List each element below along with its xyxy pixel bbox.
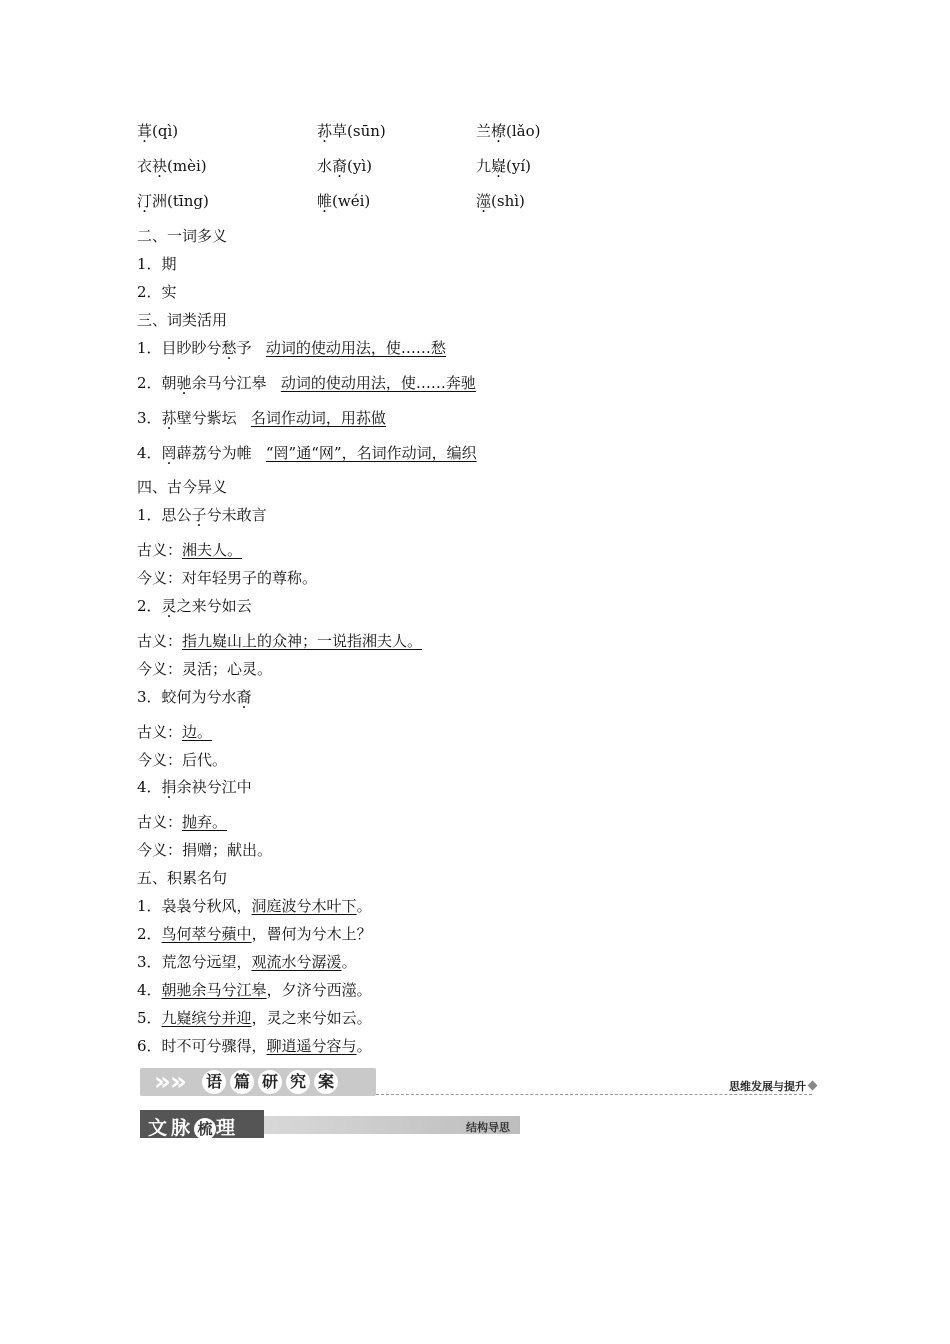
pinyin-cell [137,190,209,212]
text: 2．朝 [137,374,177,392]
label: 古义： [137,813,183,831]
dotted-char: 橑 [491,122,507,140]
text: 余马兮江皋 [191,374,267,392]
list-item [137,504,267,526]
pinyin: (yì) [347,157,373,175]
text: 薜荔兮为帷 [176,444,252,462]
pinyin-cell [317,120,386,142]
answer: 动词的使动用法，使……愁 [265,339,446,357]
dotted-char: 嶷 [491,157,507,175]
answer: 动词的使动用法，使……奔驰 [280,374,476,392]
label: 古义： [137,723,183,741]
dotted-char: 驰 [176,374,192,392]
chevron-right-icon: » [154,1067,171,1097]
list-item [137,595,252,617]
text: 之来兮如云 [176,597,252,615]
pinyin: (qì) [152,122,179,140]
answer: 名词作动词，用荪做 [250,409,386,427]
pinyin-cell [137,155,207,177]
text: 水 [317,157,333,175]
answer: 观流水兮潺湲 [251,953,342,971]
banner-subtitle: 思维发展与提升 [729,1080,806,1093]
pinyin-cell [476,190,525,212]
pinyin-cell [476,155,531,177]
answer: 朝驰余马兮江皋 [161,981,267,999]
answer: “罔”通“网”，名词作动词，编织 [265,444,477,462]
text: 九 [476,157,492,175]
title-char: 文 [148,1117,172,1139]
text: ，夕济兮西澨。 [266,981,372,999]
text: 2． [137,925,162,943]
banner-title [202,1070,338,1094]
answer: 指九嶷山上的众神；一说指湘夫人。 [182,632,423,650]
title-char-circled: 梳 [194,1118,216,1140]
text: 1．思公 [137,506,192,524]
section-heading: 三、词类活用 [137,311,228,329]
text: 余袂兮江中 [176,778,252,796]
text: 1．袅袅兮秋风， [137,897,252,915]
text: 予 [236,339,252,357]
pinyin: 草(sūn) [332,122,386,140]
answer: 抛弃。 [182,813,228,831]
text: 。 [341,953,357,971]
diamond-icon [808,1081,818,1091]
banner-title [148,1113,239,1140]
text: 6．时不可兮骤得， [137,1037,267,1055]
list-item [137,686,252,708]
list-item [137,407,386,429]
answer: 鸟何萃兮蘋中 [161,925,252,943]
pinyin-cell [317,190,370,212]
section-banner [140,1068,812,1098]
dotted-char: 愁 [221,339,237,357]
dotted-char: 澨 [476,192,492,210]
section-heading: 四、古今异义 [137,478,228,496]
pinyin: (mèi) [167,157,207,175]
dotted-char: 袂 [152,157,168,175]
pinyin-cell [137,120,178,142]
title-char: 案 [314,1070,338,1094]
list-item [137,442,477,464]
label: 古义： [137,632,183,650]
list-item [137,372,476,394]
pinyin-cell [317,155,372,177]
quote-item [137,979,372,1001]
dotted-char: 荪 [161,409,177,427]
section-heading: 五、积累名句 [137,869,228,887]
dotted-char: 裔 [332,157,348,175]
section-heading: 二、一词多义 [137,227,228,245]
text: 兰 [476,122,492,140]
old-meaning [137,630,422,652]
title-char: 篇 [230,1070,254,1094]
text: 4． [137,778,162,796]
quote-item [137,895,372,917]
new-meaning: 今义：对年轻男子的尊称。 [137,569,318,587]
text: 壁兮紫坛 [176,409,237,427]
new-meaning: 今义：后代。 [137,751,228,769]
text: 兮未敢言 [206,506,267,524]
dotted-char: 荪 [317,122,333,140]
answer: 九嶷缤兮并迎 [161,1009,252,1027]
dotted-char: 罔 [161,444,177,462]
list-item: 2．实 [137,283,177,301]
text: 。 [356,1037,372,1055]
dotted-char: 裔 [236,688,252,706]
pinyin-cell [476,120,541,142]
dashed-divider [376,1094,812,1095]
text: 4． [137,981,162,999]
text: 1．目眇眇兮 [137,339,222,357]
old-meaning [137,721,212,743]
text: 。 [356,897,372,915]
list-item [137,776,252,798]
answer: 聊逍遥兮容与 [266,1037,357,1055]
text: ，罾何为兮木上？ [251,925,372,943]
list-item: 1．期 [137,255,177,273]
pinyin: (lǎo) [506,122,541,140]
title-char: 理 [216,1117,240,1139]
dotted-char: 葺 [137,122,153,140]
text: 3．荒忽兮远望， [137,953,252,971]
title-char: 研 [258,1070,282,1094]
title-char: 究 [286,1070,310,1094]
answer: 洞庭波兮木叶下 [251,897,357,915]
pinyin: (yí) [506,157,532,175]
text: 4． [137,444,162,462]
text: 3． [137,409,162,427]
dotted-char: 汀 [137,192,153,210]
text: 5． [137,1009,162,1027]
dotted-char: 灵 [161,597,177,615]
label: 古义： [137,541,183,559]
banner-subtitle: 结构导思 [466,1121,510,1134]
text: ，灵之来兮如云。 [251,1009,372,1027]
dotted-char: 子 [191,506,207,524]
old-meaning [137,811,227,833]
answer: 边。 [182,723,213,741]
title-char: 语 [202,1070,226,1094]
chevron-right-icon: » [170,1067,187,1097]
dotted-char: 帷 [317,192,333,210]
subsection-banner [140,1110,520,1138]
answer: 湘夫人。 [182,541,243,559]
text: 3．蛟何为兮水 [137,688,237,706]
pinyin: 洲(tīng) [152,192,209,210]
quote-item [137,1007,372,1029]
title-char: 脉 [171,1117,195,1139]
text: 2． [137,597,162,615]
quote-item [137,1035,372,1057]
new-meaning: 今义：捐赠；献出。 [137,841,273,859]
quote-item [137,951,357,973]
list-item [137,337,446,359]
text: 衣 [137,157,153,175]
dotted-char: 捐 [161,778,177,796]
quote-item [137,923,372,945]
new-meaning: 今义：灵活；心灵。 [137,660,273,678]
old-meaning [137,539,242,561]
pinyin: (wéi) [332,192,371,210]
pinyin: (shì) [491,192,525,210]
